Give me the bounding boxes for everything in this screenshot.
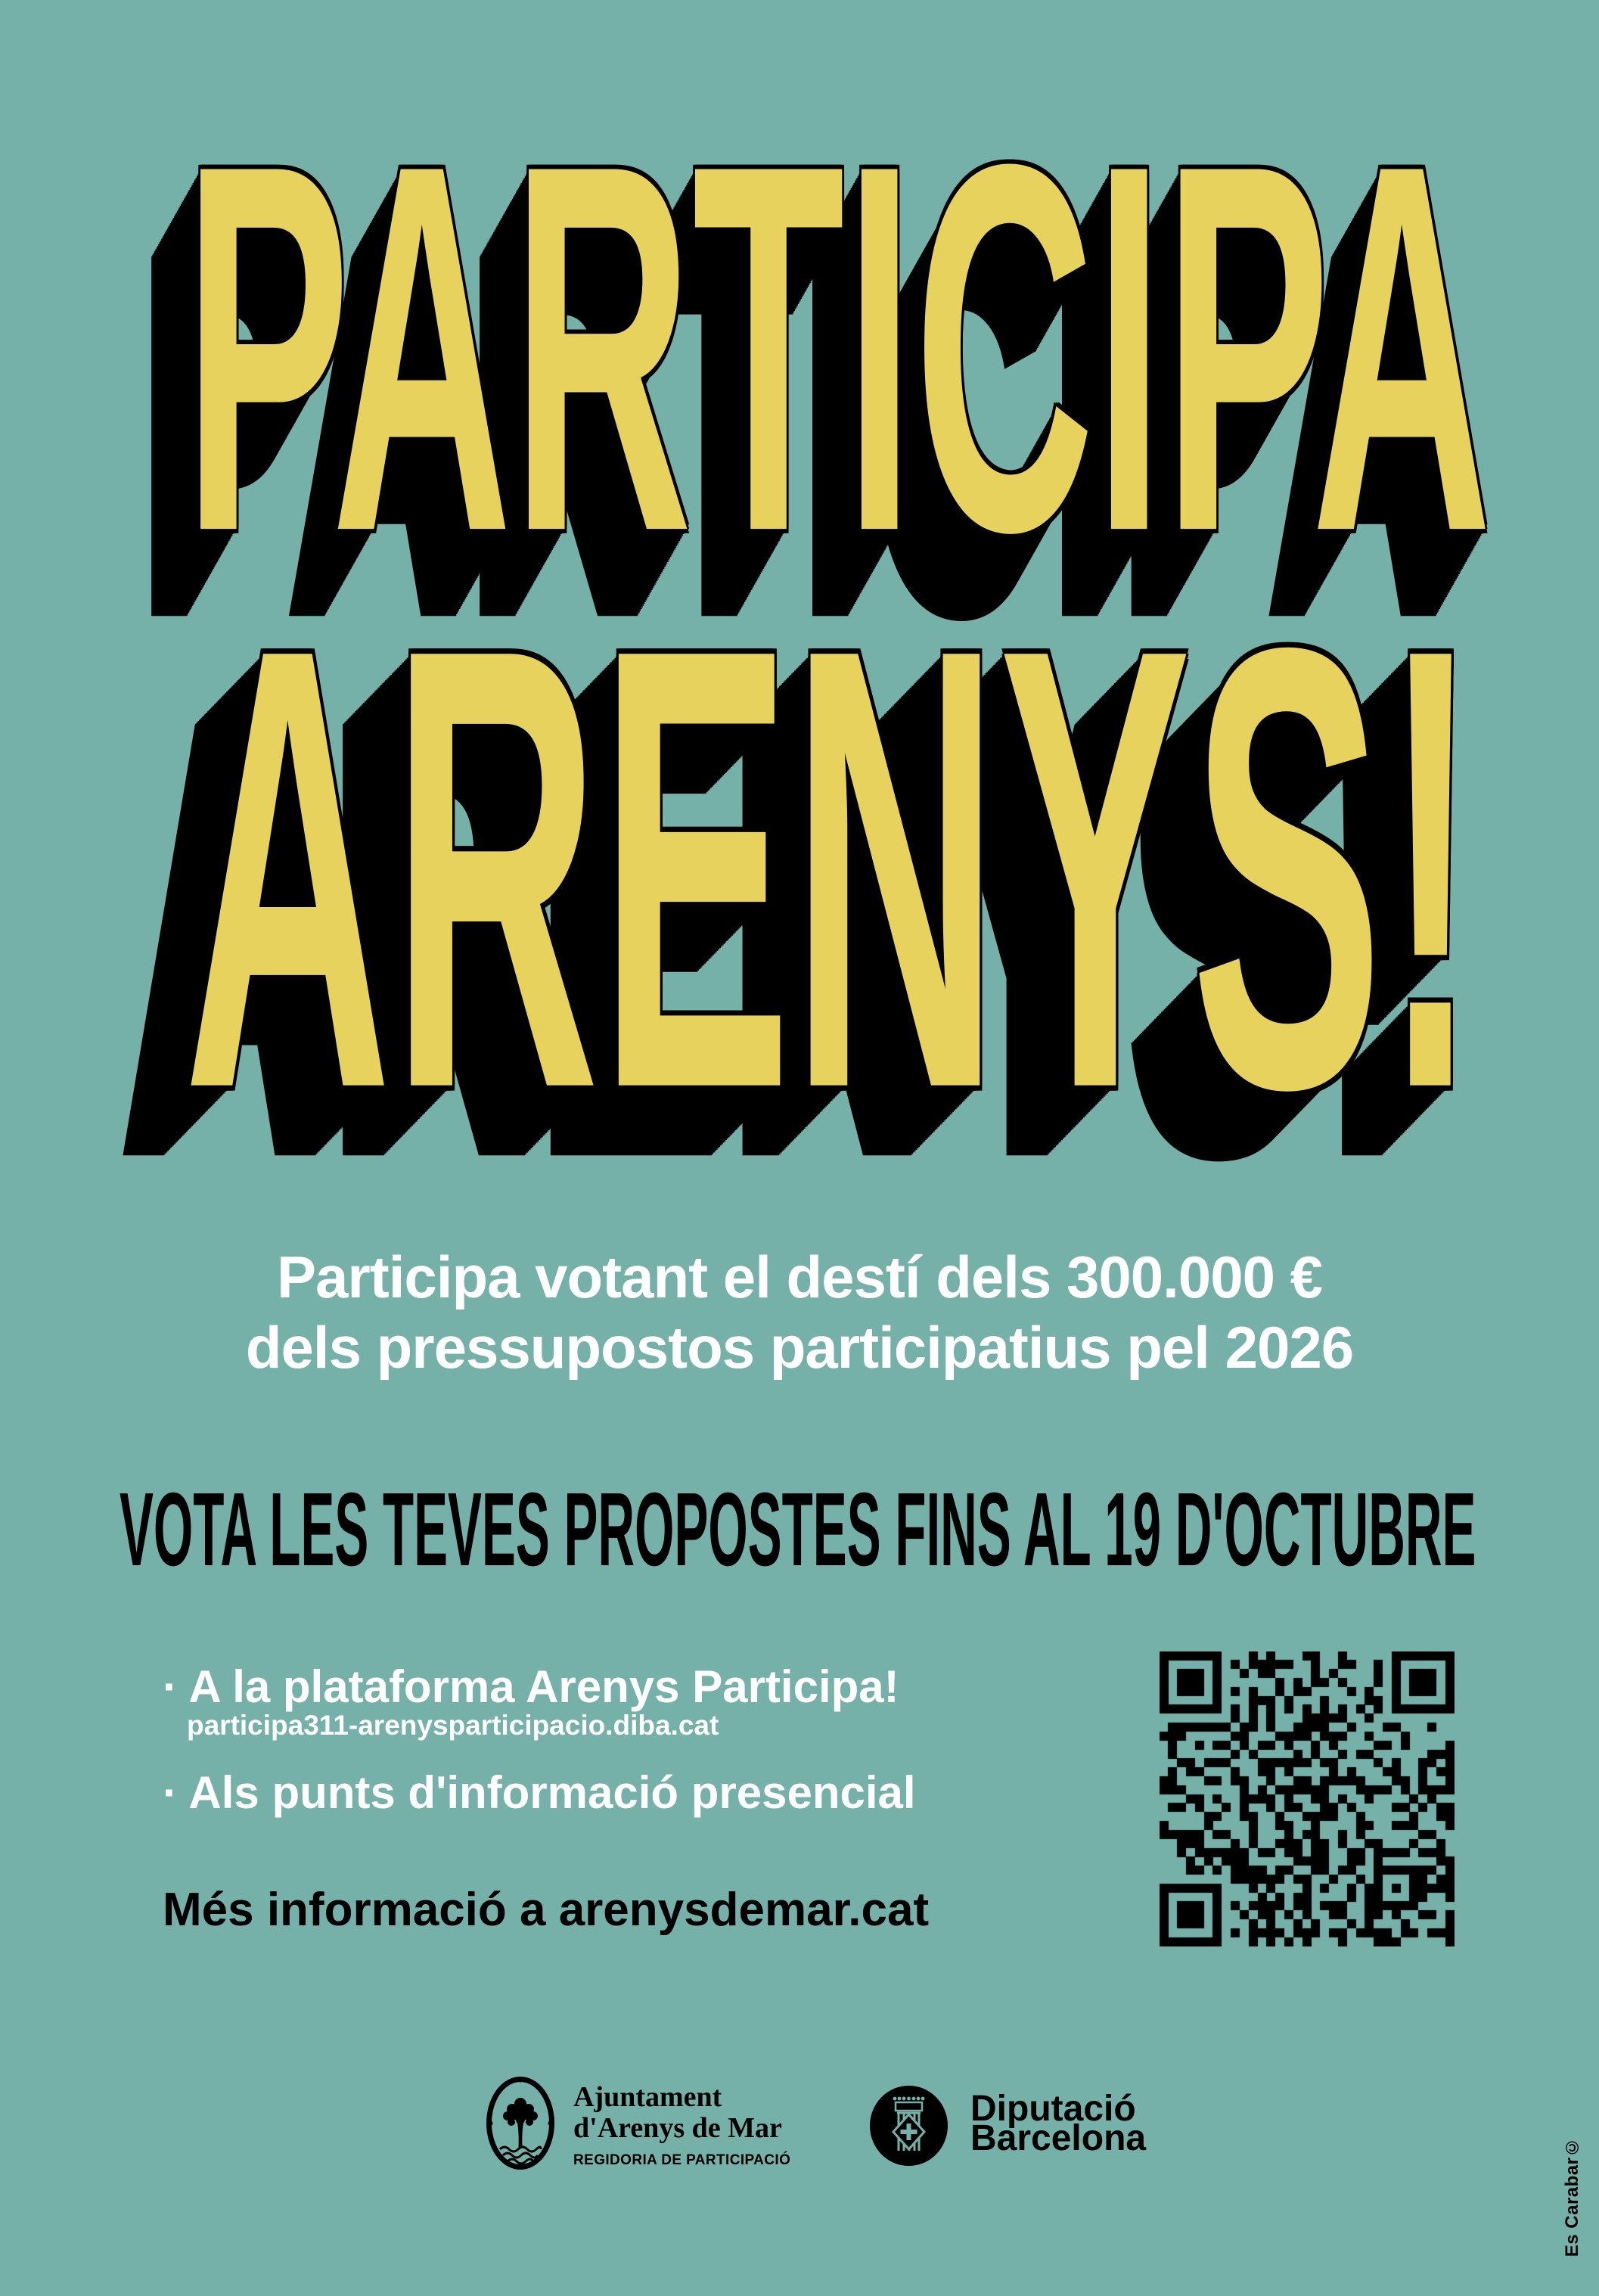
- ajuntament-name-line1: Ajuntament: [573, 2081, 722, 2113]
- subtitle: [0, 1242, 1599, 1383]
- deadline-banner: VOTA LES TEVES PROPOSTES FINS AL 19 D'OCTUBRE: [120, 1471, 1476, 1588]
- diputacio-line1: Diputació: [970, 2089, 1136, 2129]
- subtitle-line2: dels pressupostos participatius pel 2026: [245, 1314, 1354, 1381]
- bullet-presencial: · Als punts d'informació presencial: [163, 1767, 916, 1818]
- platform-url: participa311-arenysparticipacio.diba.cat: [187, 1710, 719, 1741]
- ajuntament-department: REGIDORIA DE PARTICIPACIÓ: [573, 2152, 791, 2168]
- subtitle-line1: Participa votant el destí dels 300.000 €: [276, 1244, 1322, 1310]
- ajuntament-crest-icon: [486, 2077, 554, 2170]
- crest-tree-icon: [503, 2098, 538, 2147]
- qr-code-icon: [1160, 1651, 1455, 1946]
- headline-line2: ARENYS!: [184, 518, 1479, 1219]
- ajuntament-name-line2: d'Arenys de Mar: [573, 2112, 782, 2144]
- diputacio-line2: Barcelona: [970, 2118, 1147, 2158]
- studio-credit: Es Carabar©: [1562, 2136, 1582, 2257]
- diputacio-text: [970, 2089, 1147, 2158]
- more-info-line: Més informació a arenysdemar.cat: [163, 1884, 930, 1936]
- headline-line1: PARTICIPA: [184, 56, 1492, 641]
- ajuntament-text: [573, 2082, 790, 2169]
- diputacio-emblem-icon: [870, 2086, 948, 2166]
- bullet-platform: · A la plataforma Arenys Participa!: [163, 1661, 899, 1712]
